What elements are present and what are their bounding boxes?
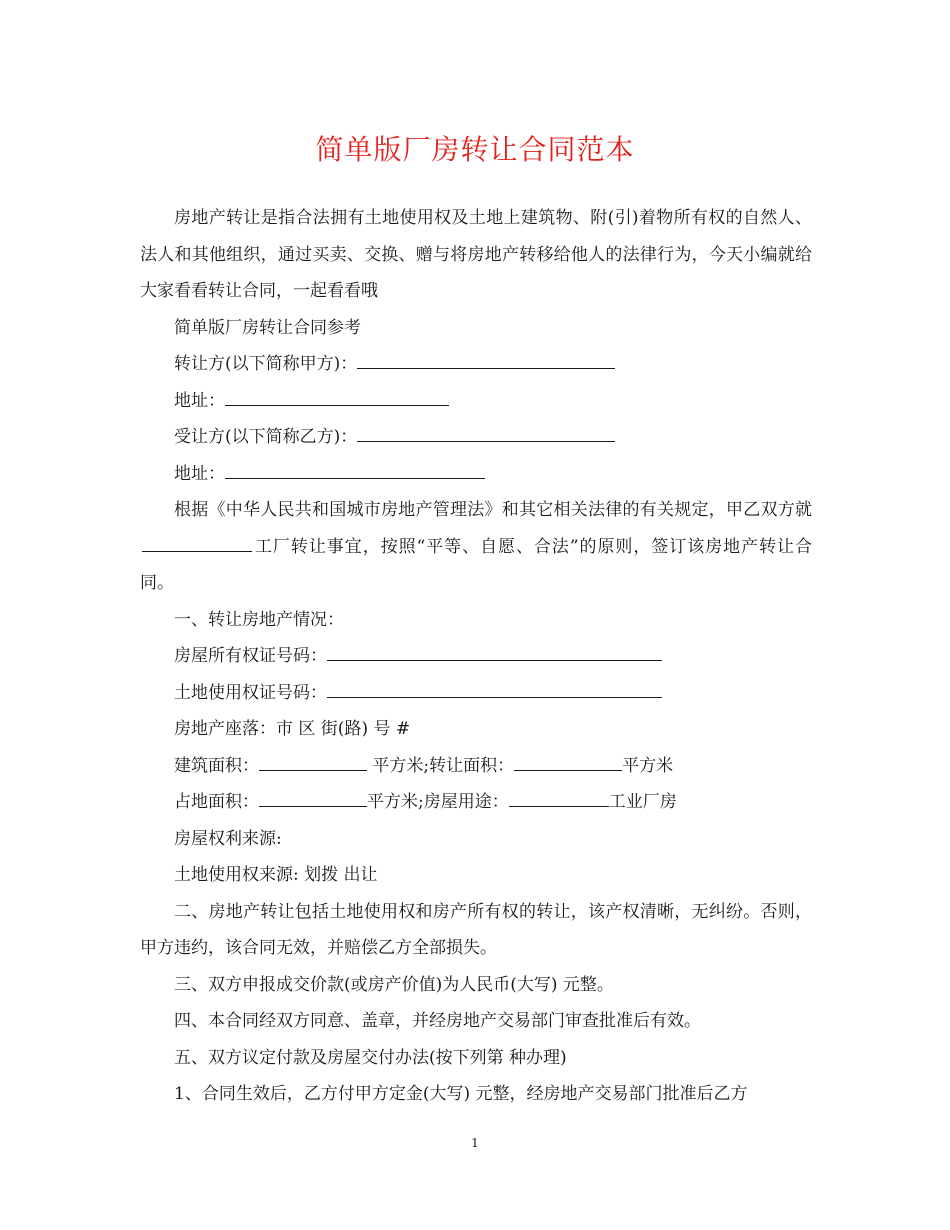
transfer-area-blank: [514, 748, 622, 771]
transfer-area-unit: 平方米: [622, 755, 674, 776]
ownership-cert-line: [140, 638, 812, 675]
document-title: 简单版厂房转让合同范本: [315, 133, 635, 166]
section3-paragraph: 三、双方申报成交价款(或房产价值)为人民币(大写) 元整。: [174, 974, 614, 995]
transferee-address-blank: [225, 456, 485, 479]
transferee-address-label: 地址：: [174, 463, 225, 484]
house-rights-source: 房屋权利来源:: [174, 828, 282, 849]
basis-text-1: 根据《中华人民共和国城市房地产管理法》和其它相关法律的有关规定，甲乙双方就: [174, 500, 812, 520]
usage-blank: [509, 784, 609, 807]
document-body: [140, 200, 812, 1113]
land-cert-label: 土地使用权证号码：: [174, 682, 327, 703]
location-line: 房地产座落：市 区 街(路) 号 #: [174, 719, 411, 739]
usage-value: 工业厂房: [608, 792, 677, 812]
land-area-label: 占地面积：: [174, 792, 259, 812]
land-area-unit: 平方米;房屋用途：: [367, 792, 509, 812]
subtitle-paragraph: 简单版厂房转让合同参考: [174, 317, 361, 338]
transferor-label: 转让方(以下简称甲方)：: [174, 354, 358, 374]
land-cert-blank: [327, 675, 662, 698]
factory-name-blank: [142, 539, 252, 552]
transferor-blank: [357, 346, 615, 369]
transferee-label: 受让方(以下简称乙方)：: [174, 427, 358, 447]
land-cert-line: [140, 675, 812, 712]
transferee-address-line: [140, 456, 812, 493]
transferee-blank: [357, 419, 615, 442]
intro-paragraph: 房地产转让是指合法拥有土地使用权及土地上建筑物、附(引)着物所有权的自然人、法人和其他组织，通过买卖、交换、赠与将房地产转移给他人的法律行为，今天小编就给大家看看转让合同，一起看看哦: [140, 208, 812, 301]
building-area-blank: [259, 748, 367, 771]
basis-paragraph: [140, 492, 812, 602]
building-area-label: 建筑面积：: [174, 755, 259, 776]
section5-paragraph: 五、双方议定付款及房屋交付办法(按下列第 种办理): [174, 1047, 567, 1068]
transferor-address-blank: [225, 383, 449, 406]
transferor-address-label: 地址：: [174, 390, 225, 411]
transferor-line: [140, 346, 812, 383]
basis-text-2: 工厂转让事宜，按照“平等、自愿、合法”的原则，签订该房地产转让合同。: [140, 536, 812, 593]
section1-heading: 一、转让房地产情况：: [174, 609, 344, 630]
section4-paragraph: 四、本合同经双方同意、盖章，并经房地产交易部门审查批准后有效。: [174, 1011, 701, 1031]
building-area-unit: 平方米;转让面积：: [372, 755, 515, 776]
land-rights-source: 土地使用权来源: 划拨 出让: [174, 865, 378, 885]
transferor-address-line: [140, 383, 812, 420]
land-area-line: [140, 784, 812, 821]
ownership-cert-label: 房屋所有权证号码：: [174, 646, 327, 666]
page-number: 1: [471, 1136, 479, 1150]
building-area-line: [140, 748, 812, 785]
ownership-cert-blank: [327, 638, 662, 661]
section2-paragraph: 二、房地产转让包括土地使用权和房产所有权的转让，该产权清晰，无纠纷。否则，甲方违约，该合同无效，并赔偿乙方全部损失。: [140, 901, 812, 958]
item1-paragraph: 1、合同生效后，乙方付甲方定金(大写) 元整，经房地产交易部门批准后乙方: [174, 1084, 748, 1104]
land-area-blank: [259, 784, 367, 807]
transferee-line: [140, 419, 812, 456]
